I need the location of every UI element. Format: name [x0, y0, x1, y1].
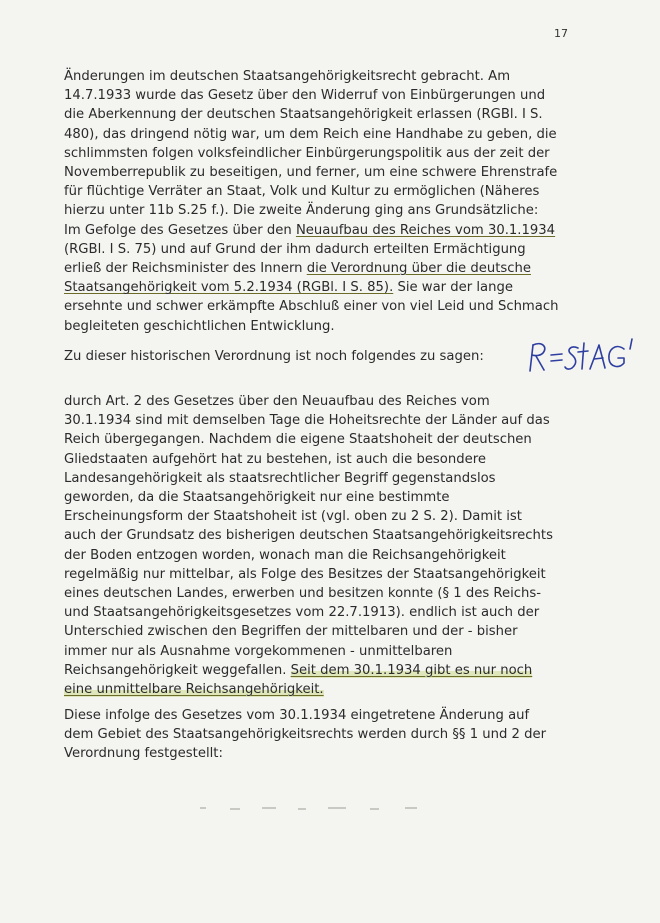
text-segment: (RGBl. I S. 75) und auf Grund der ihm dadurch erteilten Ermächtigung [64, 241, 526, 257]
text-segment: immer nur als Ausnahme vorgekommenen - unmittelbaren [64, 643, 453, 659]
text-line [64, 565, 604, 584]
underlined-phrase: Neuaufbau des Reiches vom 30.1.1934 [295, 222, 556, 238]
text-line [64, 430, 604, 449]
text-segment: hierzu unter 11b S.25 f.). Die zweite Änderung ging ans Grundsätzliche: [64, 203, 539, 219]
text-segment: 14.7.1933 wurde das Gesetz über den Widerruf von Einbürgerungen und [64, 88, 546, 104]
text-line [64, 163, 604, 182]
text-segment: begleiteten geschichtlichen Entwicklung. [64, 318, 335, 334]
text-line [64, 725, 604, 744]
text-line [64, 317, 604, 336]
text-line [64, 240, 604, 259]
text-segment: ersehnte und schwer erkämpfte Abschluß einer von viel Leid und Schmach [64, 299, 559, 315]
text-line [64, 680, 604, 699]
text-line [64, 297, 604, 316]
text-segment: und Staatsangehörigkeitsgesetzes vom 22.7.1913). endlich ist auch der [64, 605, 540, 621]
text-segment: die Aberkennung der deutschen Staatsangehörigkeit erlassen (RGBl. I S. [64, 107, 543, 123]
text-line [64, 347, 604, 366]
text-segment: geworden, da die Staatsangehörigkeit nur eine bestimmte [64, 490, 450, 506]
text-segment: Verordnung festgestellt: [64, 746, 223, 762]
text-segment: Reichsangehörigkeit weggefallen. [64, 662, 291, 678]
text-line [64, 67, 604, 86]
text-segment: Erscheinungsform der Staatshoheit ist (vgl. oben zu 2 S. 2). Damit ist [64, 509, 522, 525]
text-line [64, 744, 604, 763]
text-segment: durch Art. 2 des Gesetzes über den Neuaufbau des Reiches vom [64, 394, 490, 409]
text-line [64, 661, 604, 680]
text-line [64, 706, 604, 725]
text-line [64, 392, 604, 411]
text-segment: Änderungen im deutschen Staatsangehörigkeitsrecht gebracht. Am [64, 69, 511, 84]
paragraph-legal-changes [64, 67, 604, 336]
text-segment: Diese infolge des Gesetzes vom 30.1.1934 eingetretene Änderung auf [64, 708, 530, 723]
underlined-phrase: Seit dem 30.1.1934 gibt es nur noch [290, 662, 533, 678]
text-line [64, 259, 604, 278]
text-segment: Im Gefolge des Gesetzes über den [64, 222, 296, 238]
underlined-phrase: die Verordnung über die deutsche [306, 261, 531, 277]
text-line [64, 221, 604, 240]
text-line [64, 201, 604, 220]
text-segment: Gliedstaaten aufgehört hat zu bestehen, ist auch die besondere [64, 451, 486, 467]
text-line [64, 105, 604, 124]
paragraph-historical-ordinance-intro [64, 347, 604, 366]
text-segment: auch der Grundsatz des bisherigen deutschen Staatsangehörigkeitsrechts [64, 528, 553, 544]
text-line [64, 469, 604, 488]
text-segment: Zu dieser historischen Verordnung ist noch folgendes zu sagen: [64, 349, 484, 364]
text-line [64, 86, 604, 105]
text-line [64, 125, 604, 144]
text-line [64, 584, 604, 603]
text-segment: eines deutschen Landes, erwerben und besitzen konnte (§ 1 des Reichs- [64, 586, 542, 602]
text-line [64, 622, 604, 641]
text-line [64, 488, 604, 507]
text-line [64, 450, 604, 469]
page-number: 17 [554, 27, 568, 40]
text-segment: erließ der Reichsminister des Innern [64, 261, 307, 277]
text-segment: regelmäßig nur mittelbar, als Folge des Besitzes der Staatsangehörigkeit [64, 566, 546, 582]
text-line [64, 507, 604, 526]
text-segment: Reich übergegangen. Nachdem die eigene Staatshoheit der deutschen [64, 432, 532, 448]
text-segment: Landesangehörigkeit als staatsrechtlicher Begriff gegenstandslos [64, 470, 496, 486]
text-line [64, 546, 604, 565]
underlined-phrase: eine unmittelbare Reichsangehörigkeit. [64, 682, 324, 698]
text-line [64, 182, 604, 201]
text-line [64, 144, 604, 163]
text-segment: für flüchtige Verräter an Staat, Volk und Kultur zu ermöglichen (Näheres [64, 184, 540, 200]
text-segment: 30.1.1934 sind mit demselben Tage die Hoheitsrechte der Länder auf das [64, 413, 550, 429]
text-line [64, 411, 604, 430]
text-segment: Sie war der lange [393, 280, 513, 296]
text-segment: der Boden entzogen worden, wonach man die Reichsangehörigkeit [64, 547, 506, 563]
text-segment: 480), das dringend nötig war, um dem Reich eine Handhabe zu geben, die [64, 126, 557, 142]
text-segment: Unterschied zwischen den Begriffen der mittelbaren und der - bisher [64, 624, 518, 640]
text-line [64, 526, 604, 545]
text-line [64, 278, 604, 297]
handwritten-margin-note [524, 335, 648, 379]
paragraph-reich-sovereignty [64, 392, 604, 699]
text-line [64, 642, 604, 661]
text-line [64, 603, 604, 622]
text-segment: dem Gebiet des Staatsangehörigkeitsrechts werden durch §§ 1 und 2 der [64, 727, 547, 743]
text-segment: Novemberrepublik zu beseitigen, und ferner, um eine schwere Ehrenstrafe [64, 165, 558, 181]
underlined-phrase: Staatsangehörigkeit vom 5.2.1934 (RGBl. I S. 85). [64, 280, 394, 296]
paragraph-ordinance-sections [64, 706, 604, 764]
scan-smudge [200, 803, 430, 813]
text-segment: schlimmsten folgen volksfeindlicher Einbürgerungspolitik aus der zeit der [64, 145, 550, 161]
